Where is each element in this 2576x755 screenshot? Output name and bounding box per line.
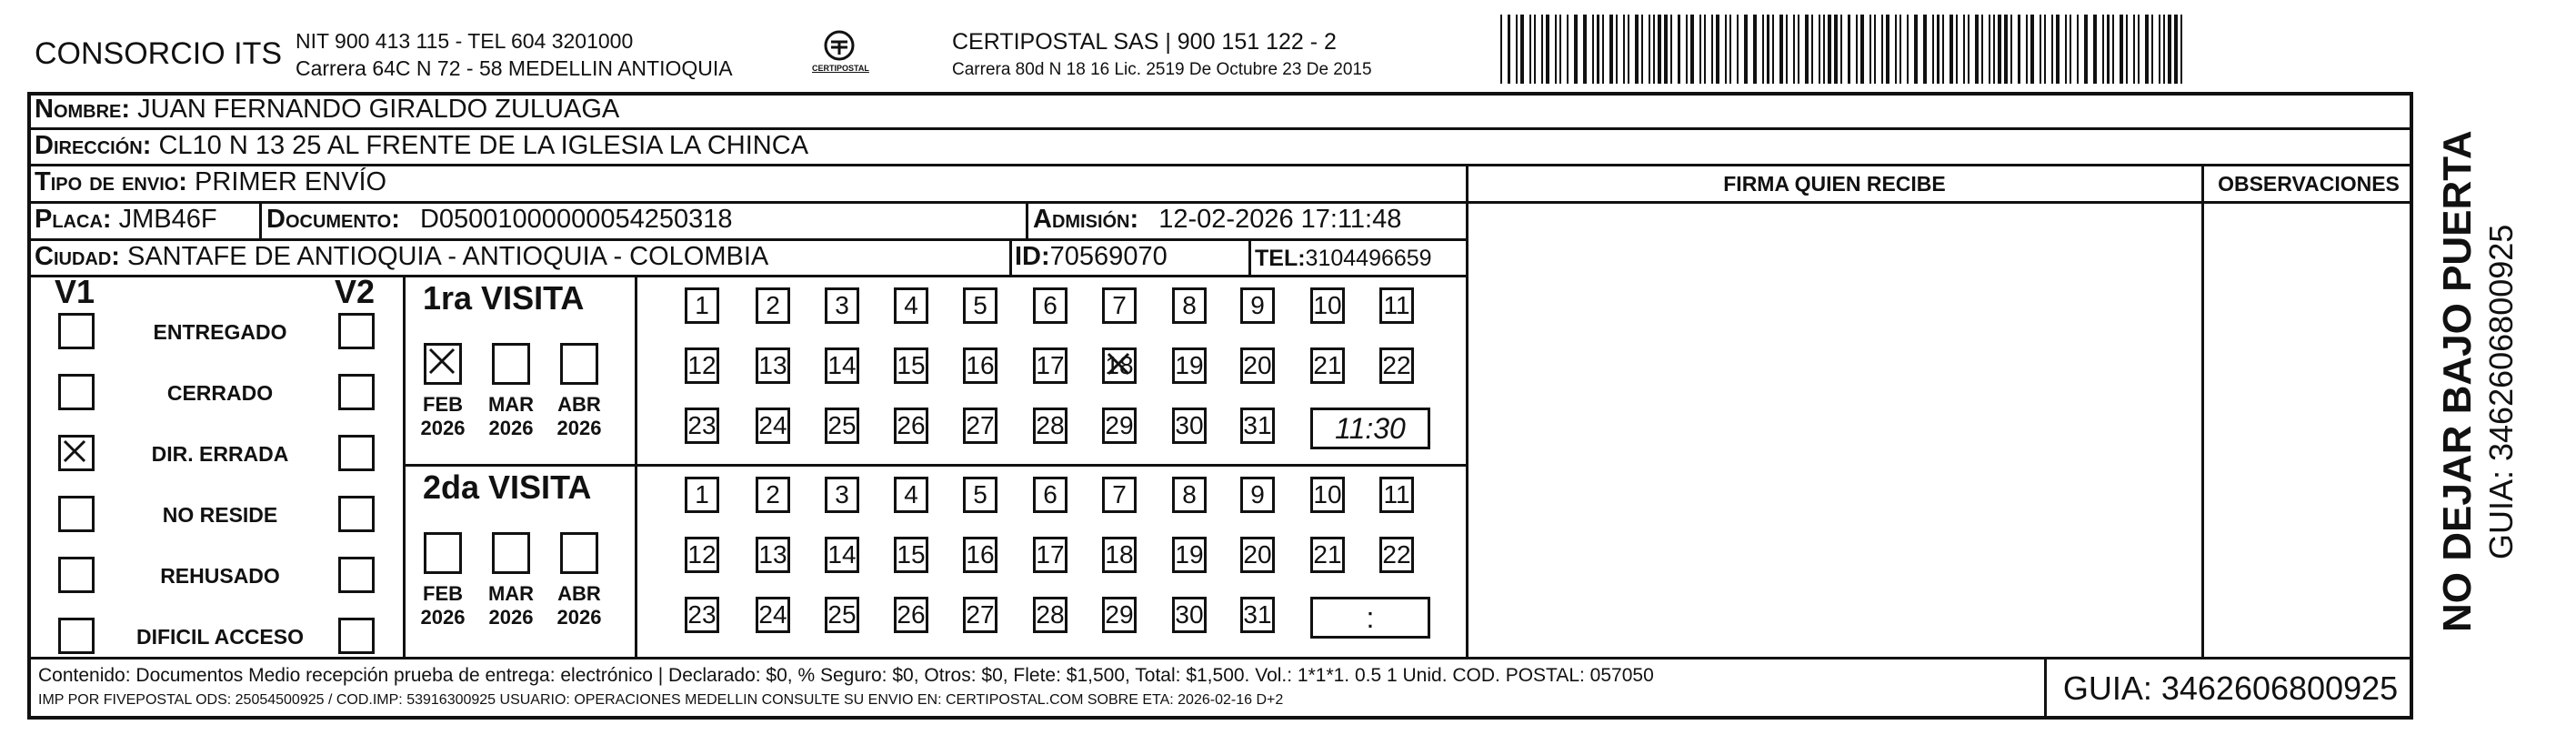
day-box[interactable]: 3 [825, 287, 859, 324]
barcode-bar [1583, 15, 1587, 84]
month-name: ABR [557, 582, 601, 605]
status-label: NO RESIDE [162, 503, 278, 527]
day-box[interactable]: 1 [685, 287, 719, 324]
company-name: CONSORCIO ITS [35, 36, 283, 71]
tel-value: 3104496659 [1305, 246, 1432, 271]
barcode-bar [1635, 15, 1639, 84]
day-box[interactable]: 28 [1033, 597, 1067, 633]
month-name: MAR [487, 582, 535, 605]
barcode-bar [1609, 15, 1613, 84]
month-label [413, 393, 473, 440]
ciudad-value: SANTAFE DE ANTIOQUIA - ANTIOQUIA - COLOMBIA [127, 242, 769, 271]
barcode-bar [1856, 15, 1858, 84]
visit-time[interactable]: : [1310, 597, 1430, 639]
barcode-bar [1886, 15, 1889, 84]
month-checkbox[interactable] [424, 532, 462, 574]
barcode-bar [1811, 15, 1813, 84]
month-label [481, 393, 541, 440]
visit-time[interactable]: 11:30 [1310, 408, 1430, 449]
barcode-bar [1823, 15, 1825, 84]
barcode-bar [2151, 15, 2153, 84]
barcode-bar [1555, 15, 1557, 84]
barcode-bar [1932, 15, 1934, 84]
day-box[interactable]: 16 [963, 537, 997, 573]
barcode-bar [1653, 15, 1655, 84]
day-box[interactable]: 7 [1102, 477, 1137, 513]
barcode-bar [2107, 15, 2110, 84]
barcode-bar [2163, 15, 2165, 84]
day-box[interactable]: 13 [756, 537, 790, 573]
barcode-bar [1616, 15, 1618, 84]
barcode-bar [1772, 15, 1774, 84]
barcode-bar [1704, 15, 1706, 84]
barcode-bar [2026, 15, 2028, 84]
barcode-bar [1574, 15, 1578, 84]
day-box[interactable]: 25 [825, 408, 859, 444]
barcode-bar [1874, 15, 1876, 84]
day-box[interactable]: 25 [825, 597, 859, 633]
month-label [413, 582, 473, 629]
barcode-bar [1508, 15, 1510, 84]
id-row [1015, 242, 1168, 271]
barcode-bar [1975, 15, 1979, 84]
barcode-bar [1793, 15, 1795, 84]
v1-checkbox[interactable] [58, 313, 95, 349]
barcode-bar [1950, 15, 1953, 84]
barcode-bar [2093, 15, 2097, 84]
day-box[interactable]: 6 [1033, 287, 1067, 324]
no-dejar-warning: NO DEJAR BAJO PUERTA [2435, 130, 2480, 632]
barcode-bar [1546, 15, 1549, 84]
barcode-bar [1516, 15, 1518, 84]
day-box[interactable]: 19 [1172, 347, 1207, 384]
day-box[interactable]: 29 [1102, 597, 1137, 633]
barcode-bar [1641, 15, 1643, 84]
barcode-bar [1500, 15, 1502, 84]
day-box[interactable]: 20 [1240, 347, 1275, 384]
day-box[interactable]: 10 [1310, 477, 1345, 513]
v1-checkbox[interactable] [58, 557, 95, 593]
barcode-bar [1725, 15, 1727, 84]
barcode-bar [1762, 15, 1764, 84]
day-box[interactable]: 31 [1240, 597, 1275, 633]
observaciones-header: OBSERVACIONES [2218, 172, 2400, 196]
company-nit: NIT 900 413 115 - TEL 604 3201000 [296, 29, 634, 53]
barcode-bar [1923, 15, 1927, 84]
month-checkbox[interactable] [492, 343, 530, 385]
day-box[interactable]: 2 [756, 287, 790, 324]
barcode-bar [1534, 15, 1536, 84]
admision-value: 12-02-2026 17:11:48 [1158, 205, 1402, 234]
barcode-bar [1895, 15, 1897, 84]
x-mark-icon [61, 438, 92, 468]
day-box[interactable]: 16 [963, 347, 997, 384]
day-box[interactable]: 1 [685, 477, 719, 513]
company-address: Carrera 64C N 72 - 58 MEDELLIN ANTIOQUIA [296, 56, 733, 80]
day-box[interactable]: 18 [1102, 537, 1137, 573]
barcode-bar [1699, 15, 1701, 84]
barcode-bar [2102, 15, 2104, 84]
visit-title: 1ra VISITA [423, 279, 585, 317]
barcode-bar [1658, 15, 1661, 84]
barcode-bar [2051, 15, 2053, 84]
barcode-bar [2180, 15, 2182, 84]
direccion-value: CL10 N 13 25 AL FRENTE DE LA IGLESIA LA CHINCA [158, 131, 809, 160]
day-box[interactable]: 26 [894, 597, 928, 633]
barcode-bar [1848, 15, 1850, 84]
barcode-bar [1881, 15, 1883, 84]
barcode-bar [2004, 15, 2008, 84]
day-box[interactable]: 11 [1379, 477, 1414, 513]
month-checkbox[interactable] [560, 532, 598, 574]
direccion-label: Dirección: [35, 131, 152, 160]
month-name: MAR [487, 393, 535, 416]
month-checkbox[interactable] [560, 343, 598, 385]
barcode-bar [2040, 15, 2041, 84]
day-box[interactable]: 5 [963, 477, 997, 513]
barcode-bar [1907, 15, 1909, 84]
day-box[interactable]: 22 [1379, 537, 1414, 573]
day-box[interactable]: 7 [1102, 287, 1137, 324]
v2-checkbox[interactable] [338, 496, 375, 532]
month-label [549, 393, 609, 440]
barcode-bar [1541, 15, 1543, 84]
barcode-bar [1520, 15, 1524, 84]
documento-row [266, 205, 732, 234]
barcode-bar [2159, 15, 2160, 84]
footer-meta: IMP POR FIVEPOSTAL ODS: 25054500925 / COD.IMP: 53916300925 USUARIO: OPERACIONES MEDELLIN CONSULTE SU ENVIO EN: CERTIPOSTAL.COM SOBRE ETA: 2026-02-16 D+2 [38, 692, 1284, 708]
barcode-bar [2138, 15, 2140, 84]
v1-checkbox[interactable] [58, 374, 95, 410]
ciudad-label: Ciudad: [35, 242, 120, 271]
day-box[interactable]: 4 [894, 287, 928, 324]
day-box[interactable]: 17 [1033, 537, 1067, 573]
day-box[interactable]: 6 [1033, 477, 1067, 513]
month-label [481, 582, 541, 629]
firma-header: FIRMA QUIEN RECIBE [1723, 172, 1946, 196]
barcode-bar [1592, 15, 1594, 84]
status-label: ENTREGADO [153, 320, 287, 344]
day-box[interactable]: 8 [1172, 477, 1207, 513]
day-box[interactable]: 2 [756, 477, 790, 513]
barcode-bar [1597, 15, 1599, 84]
day-box[interactable]: 30 [1172, 408, 1207, 444]
month-name: FEB [423, 582, 463, 605]
day-box[interactable]: 24 [756, 408, 790, 444]
footer-content: Contenido: Documentos Medio recepción prueba de entrega: electrónico | Declarado: $0, % Seguro: $0, Otros: $0, Flete: $1,500, Total: $1,500. Vol.: 1*1*1. 0.5 1 Unid. COD. POSTAL: 057050 [38, 665, 1654, 686]
documento-label: Documento: [266, 205, 400, 234]
barcode-bar [1989, 15, 1990, 84]
barcode [1500, 15, 2191, 84]
ciudad-row [35, 242, 768, 271]
v2-checkbox[interactable] [338, 374, 375, 410]
side-panel [2415, 100, 2533, 646]
status-label: DIFICIL ACCESO [135, 625, 304, 649]
day-box[interactable]: 12 [685, 537, 719, 573]
barcode-bar [1998, 15, 2001, 84]
v2-checkbox[interactable] [338, 435, 375, 471]
barcode-bar [1628, 15, 1629, 84]
nombre-label: Nombre: [35, 95, 131, 124]
barcode-bar [1798, 15, 1799, 84]
barcode-bar [1993, 15, 1995, 84]
barcode-bar [1670, 15, 1672, 84]
barcode-bar [1840, 15, 1842, 84]
barcode-bar [2133, 15, 2135, 84]
documento-value: D05001000000054250318 [419, 205, 733, 234]
status-label: REHUSADO [160, 564, 280, 588]
tipo-row [35, 167, 386, 196]
day-box[interactable]: 12 [685, 347, 719, 384]
day-box[interactable]: 17 [1033, 347, 1067, 384]
day-box[interactable]: 21 [1310, 537, 1345, 573]
month-checkbox[interactable] [424, 343, 462, 385]
barcode-bar [1869, 15, 1871, 84]
month-year: 2026 [420, 417, 466, 439]
barcode-bar [1559, 15, 1561, 84]
x-mark-icon [1105, 350, 1136, 381]
barcode-bar [1819, 15, 1820, 84]
barcode-bar [1834, 15, 1838, 84]
barcode-bar [2145, 15, 2149, 84]
barcode-bar [1623, 15, 1625, 84]
barcode-bar [1860, 15, 1864, 84]
visit-title: 2da VISITA [423, 468, 592, 506]
barcode-bar [2018, 15, 2020, 84]
barcode-bar [1678, 15, 1680, 84]
admision-label: Admisión: [1033, 205, 1139, 234]
barcode-bar [1786, 15, 1788, 84]
barcode-bar [1968, 15, 1970, 84]
barcode-bar [1529, 15, 1531, 84]
barcode-bar [2084, 15, 2088, 84]
barcode-bar [1956, 15, 1958, 84]
barcode-bar [2174, 15, 2178, 84]
tel-label: TEL: [1255, 246, 1306, 271]
id-value: 70569070 [1049, 242, 1168, 271]
day-box[interactable]: 31 [1240, 408, 1275, 444]
placa-row [35, 205, 217, 234]
barcode-bar [2044, 15, 2046, 84]
tel-row [1255, 244, 1432, 273]
barcode-bar [2168, 15, 2171, 84]
barcode-bar [1767, 15, 1769, 84]
barcode-bar [1737, 15, 1739, 84]
day-box[interactable]: 27 [963, 408, 997, 444]
month-year: 2026 [556, 417, 602, 439]
placa-label: Placa: [35, 205, 112, 234]
barcode-bar [1805, 15, 1809, 84]
header [0, 0, 2576, 91]
v2-checkbox[interactable] [338, 557, 375, 593]
carrier-address: Carrera 80d N 18 16 Lic. 2519 De Octubre 23 De 2015 [952, 60, 1372, 79]
month-label [549, 582, 609, 629]
day-box[interactable]: 11 [1379, 287, 1414, 324]
month-year: 2026 [420, 606, 466, 629]
month-year: 2026 [488, 417, 534, 439]
barcode-bar [1690, 15, 1694, 84]
tipo-value: PRIMER ENVÍO [195, 167, 387, 196]
day-box[interactable]: 20 [1240, 537, 1275, 573]
day-box[interactable]: 24 [756, 597, 790, 633]
v2-checkbox[interactable] [338, 618, 375, 654]
day-box[interactable]: 14 [825, 347, 859, 384]
barcode-bar [2070, 15, 2071, 84]
day-box[interactable]: 18 [1102, 347, 1137, 384]
day-box[interactable]: 10 [1310, 287, 1345, 324]
barcode-bar [1828, 15, 1831, 84]
day-box[interactable]: 8 [1172, 287, 1207, 324]
barcode-bar [1602, 15, 1604, 84]
month-name: FEB [423, 393, 463, 416]
barcode-bar [1711, 15, 1713, 84]
day-box[interactable]: 13 [756, 347, 790, 384]
status-label: DIR. ERRADA [151, 442, 289, 466]
day-box[interactable]: 29 [1102, 408, 1137, 444]
barcode-bar [1963, 15, 1965, 84]
admision-row [1033, 205, 1401, 234]
day-box[interactable]: 22 [1379, 347, 1414, 384]
carrier-name: CERTIPOSTAL SAS | 900 151 122 - 2 [952, 29, 1337, 55]
barcode-bar [1914, 15, 1918, 84]
day-box[interactable]: 9 [1240, 477, 1275, 513]
barcode-bar [1753, 15, 1757, 84]
day-box[interactable]: 30 [1172, 597, 1207, 633]
barcode-bar [2120, 15, 2123, 84]
firma-area[interactable] [1469, 204, 2200, 656]
barcode-bar [2056, 15, 2060, 84]
barcode-bar [2077, 15, 2079, 84]
day-box[interactable]: 19 [1172, 537, 1207, 573]
side-guia: GUIA: 3462606800925 [2482, 224, 2520, 559]
day-box[interactable]: 14 [825, 537, 859, 573]
direccion-row [35, 131, 808, 160]
day-box[interactable]: 15 [894, 347, 928, 384]
barcode-bar [2112, 15, 2114, 84]
day-box[interactable]: 23 [685, 408, 719, 444]
v1-header: V1 [55, 273, 95, 310]
v1-checkbox[interactable] [58, 618, 95, 654]
status-label: CERRADO [166, 381, 274, 405]
day-box[interactable]: 23 [685, 597, 719, 633]
day-box[interactable]: 27 [963, 597, 997, 633]
id-label: ID: [1015, 242, 1050, 271]
barcode-bar [2030, 15, 2034, 84]
v2-header: V2 [335, 273, 376, 310]
v1-checkbox[interactable] [58, 496, 95, 532]
barcode-bar [2065, 15, 2067, 84]
barcode-bar [2010, 15, 2012, 84]
barcode-bar [1779, 15, 1783, 84]
barcode-bar [1729, 15, 1731, 84]
day-box[interactable]: 4 [894, 477, 928, 513]
placa-value: JMB46F [118, 205, 217, 234]
barcode-bar [1567, 15, 1569, 84]
nombre-value: JUAN FERNANDO GIRALDO ZULUAGA [137, 95, 620, 124]
day-box[interactable]: 21 [1310, 347, 1345, 384]
month-name: ABR [557, 393, 601, 416]
month-year: 2026 [488, 606, 534, 629]
month-checkbox[interactable] [492, 532, 530, 574]
observaciones-area[interactable] [2205, 204, 2412, 656]
day-box[interactable]: 9 [1240, 287, 1275, 324]
barcode-bar [1942, 15, 1944, 84]
x-mark-icon [426, 346, 461, 380]
barcode-bar [1716, 15, 1719, 84]
day-box[interactable]: 3 [825, 477, 859, 513]
day-box[interactable]: 26 [894, 408, 928, 444]
footer-guia: GUIA: 3462606800925 [2062, 669, 2399, 707]
barcode-bar [2126, 15, 2128, 84]
barcode-bar [1686, 15, 1688, 84]
day-box[interactable]: 28 [1033, 408, 1067, 444]
v1-checkbox[interactable] [58, 435, 95, 471]
nombre-row [35, 95, 619, 124]
v2-checkbox[interactable] [338, 313, 375, 349]
barcode-bar [1899, 15, 1901, 84]
certipostal-logo [812, 27, 867, 78]
barcode-bar [1981, 15, 1983, 84]
day-box[interactable]: 15 [894, 537, 928, 573]
barcode-bar [1664, 15, 1668, 84]
barcode-bar [1649, 15, 1650, 84]
month-year: 2026 [556, 606, 602, 629]
logo-text: CERTIPOSTAL [812, 64, 869, 73]
day-box[interactable]: 5 [963, 287, 997, 324]
barcode-bar [1937, 15, 1940, 84]
tipo-label: Tipo de envio: [35, 167, 187, 196]
barcode-bar [1744, 15, 1748, 84]
